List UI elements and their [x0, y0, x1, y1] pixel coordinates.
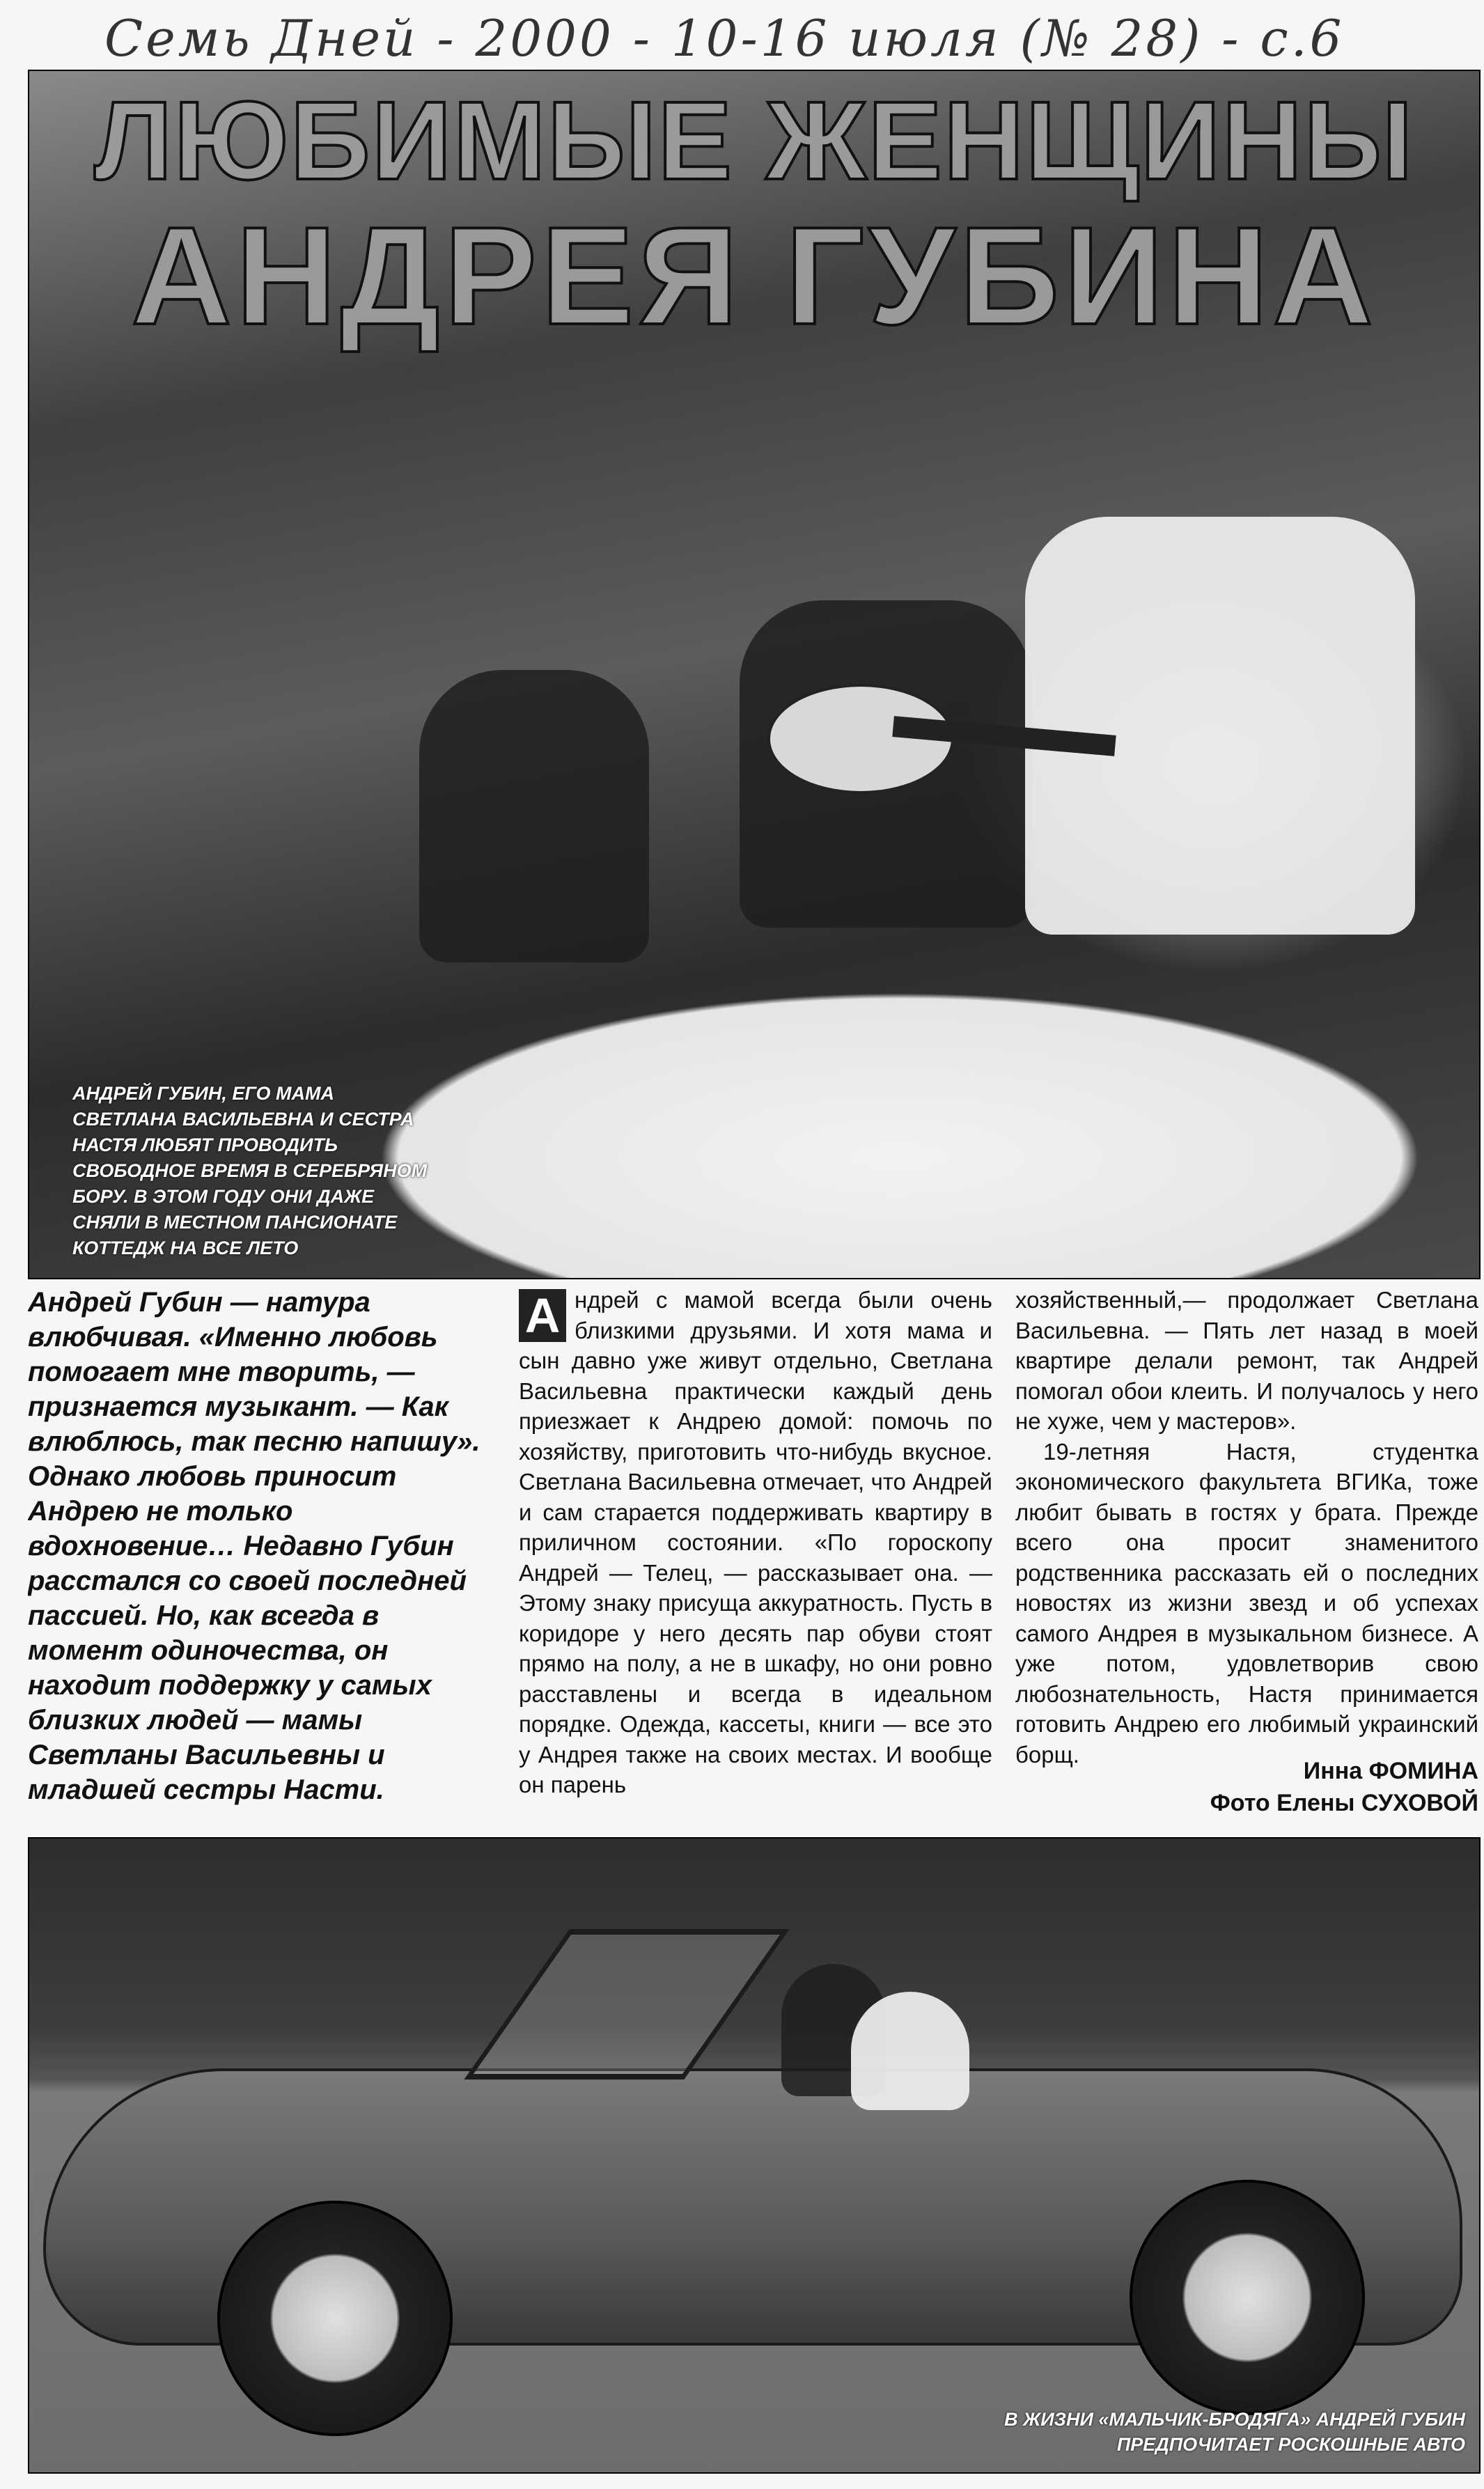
figure-man-in-car — [851, 1992, 969, 2110]
article-col3-paragraph-2: 19-летняя Настя, студентка экономического факультета ВГИКа, тоже любит бывать в гостях у брата. Прежде всего она просит знаменитого родственника рассказать ей о последних новостях из жизни звезд и об успехах самого Андрея в музыкальном бизнесе. А уже потом, удовлетворив свою любознательность, Настя принимается готовить Андрею его любимый украинский борщ. — [1015, 1438, 1478, 1768]
top-photo-caption: АНДРЕЙ ГУБИН, ЕГО МАМА СВЕТЛАНА ВАСИЛЬЕВНА И СЕСТРА НАСТЯ ЛЮБЯТ ПРОВОДИТЬ СВОБОДНОЕ ВРЕМЯ В СЕРЕБРЯНОМ БОРУ. В ЭТОМ ГОДУ ОНИ ДАЖЕ СНЯЛИ В МЕСТНОМ ПАНСИОНАТЕ КОТТЕДЖ НА ВСЕ ЛЕТО — [72, 1083, 428, 1258]
figure-woman-left — [419, 670, 649, 962]
photo-credit: Фото Елены СУХОВОЙ — [1210, 1790, 1478, 1816]
headline-line-1: ЛЮБИМЫЕ ЖЕНЩИНЫ — [94, 78, 1414, 203]
bottom-photo-caption: В ЖИЗНИ «МАЛЬЧИК-БРОДЯГА» АНДРЕЙ ГУБИН ПРЕДПОЧИТАЕТ РОСКОШНЫЕ АВТО — [1004, 2409, 1465, 2455]
article-column-2 — [519, 1285, 992, 1828]
bottom-photo — [28, 1837, 1481, 2474]
top-photo — [28, 70, 1481, 1279]
article-col2-text: ндрей с мамой всегда были очень близкими друзьями. И хотя мама и сын давно уже живут отдельно, Светлана Васильевна практически каждый день приезжает к Андрею домой: помочь по хозяйству, приготовить что-нибудь вкусное. Светлана Васильевна отмечает, что Андрей и сам старается поддерживать квартиру в приличном состоянии. «По гороскопу Андрей — Телец, — рассказывает она. — Этому знаку присуща аккуратность. Пусть в коридоре у него десять пар обуви стоят прямо на полу, а не в шкафу, но они ровно расставлены и всегда в идеальном порядке. Одежда, кассеты, книги — все это у Андрея также на своих местах. И вообще он парень — [519, 1287, 992, 1797]
article-col3-paragraph-1: хозяйственный,— продолжает Светлана Васильевна. — Пять лет назад в моей квартире делали ремонт, так Андрей помогал обои клеить. И получалось у него не хуже, чем у мастеров». — [1015, 1287, 1478, 1434]
author-byline: Инна ФОМИНА — [1303, 1758, 1478, 1784]
lead-paragraph: Андрей Губин — натура влюбчивая. «Именно любовь помогает мне творить, — признается музыкант. — Как влюблюсь, так песню напишу». Однако любовь приносит Андрею не только вдохновение… Недавно Губин расстался со своей последней пассией. Но, как всегда в момент одиночества, он находит поддержку у самых близких людей — мамы Светланы Васильевны и младшей сестры Насти. — [28, 1287, 481, 1805]
article-column-3 — [1015, 1285, 1478, 1828]
figure-woman-right — [1025, 517, 1415, 935]
car-front-wheel — [217, 2201, 453, 2436]
car-rear-wheel — [1130, 2180, 1365, 2415]
car-windshield — [464, 1929, 789, 2080]
drop-cap: А — [519, 1289, 566, 1342]
handwritten-source-note: Семь Дней - 2000 - 10-16 июля (№ 28) - с.6 — [104, 9, 1345, 68]
headline-line-2: АНДРЕЯ ГУБИНА — [131, 198, 1377, 354]
